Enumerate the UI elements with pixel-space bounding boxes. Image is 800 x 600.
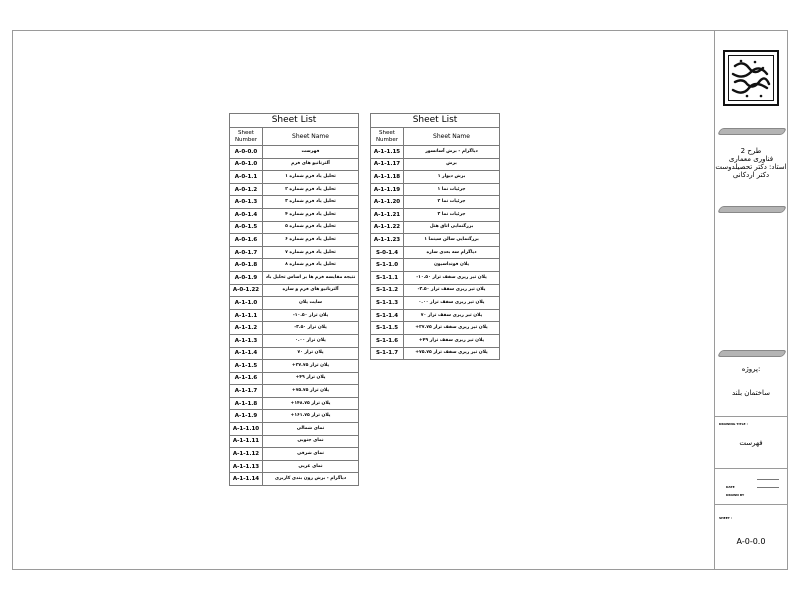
sheet-name-cell: پلان تراز ۳.۵۰- — [263, 322, 359, 335]
sheet-list-table-1 — [229, 113, 359, 486]
sheet-list-table-2 — [370, 113, 500, 360]
sheet-number-cell: A-0-1.4 — [230, 208, 263, 221]
sheet-list-title: Sheet List — [229, 113, 359, 127]
sheet-number-cell: A-1-1.0 — [230, 297, 263, 310]
column-header-sheet-number: Sheet Number — [371, 128, 404, 146]
sheet-name-cell: نتیجه مقایسه فرم ها بر اساس تحلیل باد — [263, 271, 359, 284]
sheet-number-cell: S-1-1.0 — [371, 259, 404, 272]
sheet-number-cell: A-0-1.6 — [230, 234, 263, 247]
drawing-title: فهرست — [739, 439, 763, 447]
sheet-list-row — [230, 221, 359, 234]
sheet-list-row — [371, 196, 500, 209]
sheet-name-cell: جزئیات نما ۱ — [404, 183, 500, 196]
sheet-list-row — [230, 208, 359, 221]
sheet-list-row — [230, 322, 359, 335]
sheet-number-cell: A-1-1.10 — [230, 423, 263, 436]
sheet-name-cell: تحلیل یاد فرم شماره ۷ — [263, 246, 359, 259]
sheet-label: SHEET : — [719, 516, 733, 520]
sheet-list-row — [371, 271, 500, 284]
sheet-list-row — [230, 397, 359, 410]
project-label: پروژه: — [741, 365, 761, 373]
sheet-list-row — [230, 347, 359, 360]
sheet-list-row — [230, 171, 359, 184]
sheet-number-cell: A-1-1.22 — [371, 221, 404, 234]
sheet-number-cell: A-1-1.20 — [371, 196, 404, 209]
sheet-list-row — [371, 347, 500, 360]
project-line-4: دکتر اردکانی — [732, 171, 770, 179]
sheet-list-row — [230, 259, 359, 272]
sheet-list-row — [371, 234, 500, 247]
sheet-name-cell: پلان تراز ۷۵.۷۵+ — [263, 385, 359, 398]
sheet-number-cell: A-1-1.4 — [230, 347, 263, 360]
sheet-number-cell: S-1-1.1 — [371, 271, 404, 284]
sheet-name-cell: پلان تراز ۱۶۱.۷۵+ — [263, 410, 359, 423]
sheet-number-cell: A-1-1.19 — [371, 183, 404, 196]
sheet-name-cell: فهرست — [263, 146, 359, 159]
sheet-name-cell: دیاگرام سه بعدی سازه — [404, 246, 500, 259]
sheet-list-row — [230, 297, 359, 310]
sheet-list-row — [371, 309, 500, 322]
sheet-name-cell: پلان فونداسیون — [404, 259, 500, 272]
column-header-sheet-name: Sheet Name — [263, 128, 359, 146]
sheet-name-cell: پلان تراز ۴۹+ — [263, 372, 359, 385]
sheet-number-cell: A-0-1.7 — [230, 246, 263, 259]
sheet-list-row — [230, 183, 359, 196]
sheet-number-cell: A-1-1.9 — [230, 410, 263, 423]
sheet-name-cell: دیاگرام - برش آسانسور — [404, 146, 500, 159]
project-line-1: طرح 2 — [740, 147, 762, 155]
sheet-number-cell: S-1-1.5 — [371, 322, 404, 335]
sheet-list-row — [371, 259, 500, 272]
sheet-list-row — [230, 435, 359, 448]
sheet-number-cell: S-1-1.7 — [371, 347, 404, 360]
sheet-number-cell: A-0-1.0 — [230, 158, 263, 171]
sheet-list-row — [230, 196, 359, 209]
drawing-title-label: DRAWING TITLE : — [719, 422, 748, 426]
sheet-list-row — [230, 246, 359, 259]
sheet-list-row — [371, 297, 500, 310]
sheet-name-cell: پلان تیر ریزی سقف تراز ۳.۵۰- — [404, 284, 500, 297]
sheet-number-cell: A-1-1.12 — [230, 448, 263, 461]
project-name: ساختمان بلند — [731, 389, 771, 397]
sheet-list-row — [230, 410, 359, 423]
sheet-number-cell: A-1-1.11 — [230, 435, 263, 448]
sheet-name-cell: پلان تیر ریزی سقف تراز ۰.۰۰ — [404, 297, 500, 310]
title-block-bar — [717, 350, 787, 357]
sheet-list-row — [371, 171, 500, 184]
sheet-number-cell: A-1-1.5 — [230, 360, 263, 373]
sheet-list-row — [230, 372, 359, 385]
sheet-name-cell: تحلیل یاد فرم شماره ۲ — [263, 183, 359, 196]
sheet-list-row — [230, 309, 359, 322]
sheet-name-cell: آلترناتیو های فرم و سازه — [263, 284, 359, 297]
sheet-number-cell: A-0-1.9 — [230, 271, 263, 284]
sheet-list-row — [371, 322, 500, 335]
sheet-number-cell: S-0-1.4 — [371, 246, 404, 259]
sheet-number-cell: A-1-1.13 — [230, 460, 263, 473]
sheet-number-cell: A-1-1.6 — [230, 372, 263, 385]
sheet-number-cell: A-1-1.7 — [230, 385, 263, 398]
sheet-name-cell: پلان تراز ۷۰ — [263, 347, 359, 360]
sheet-name-cell: بزرگنمایی اتاق هتل — [404, 221, 500, 234]
column-header-sheet-name: Sheet Name — [404, 128, 500, 146]
sheet-list-row — [230, 334, 359, 347]
sheet-number-cell: A-0-1.3 — [230, 196, 263, 209]
sheet-name-cell: پلان تیر ریزی سقف تراز ۷۵.۷۵+ — [404, 347, 500, 360]
title-block-bar — [717, 128, 787, 135]
sheet-number-cell: A-1-1.2 — [230, 322, 263, 335]
sheet-number-cell: A-0-1.22 — [230, 284, 263, 297]
drawn-by-label: DRAWN BY — [726, 493, 745, 497]
sheet-list-row — [371, 146, 500, 159]
sheet-name-cell: تحلیل یاد فرم شماره ۳ — [263, 196, 359, 209]
sheet-list-row — [230, 146, 359, 159]
sheet-number-cell: A-1-1.17 — [371, 158, 404, 171]
sheet-list-row — [371, 183, 500, 196]
sheet-list-row — [230, 360, 359, 373]
university-logo — [723, 50, 779, 106]
sheet-name-cell: پلان تراز ۱۴۸.۷۵+ — [263, 397, 359, 410]
sheet-list-row — [371, 221, 500, 234]
sheet-number-cell: A-0-1.2 — [230, 183, 263, 196]
sheet-number-cell: S-1-1.4 — [371, 309, 404, 322]
sheet-list-row — [230, 234, 359, 247]
sheet-name-cell: تحلیل یاد فرم شماره ۶ — [263, 234, 359, 247]
project-line-3: استاد: دکتر تحصیلدوست — [715, 163, 787, 171]
sheet-list-row — [230, 158, 359, 171]
sheet-number-cell: S-1-1.2 — [371, 284, 404, 297]
sheet-name-cell: سایت پلان — [263, 297, 359, 310]
sheet-name-cell: نمای غربی — [263, 460, 359, 473]
sheet-name-cell: تحلیل یاد فرم شماره ۵ — [263, 221, 359, 234]
sheet-list-row — [230, 423, 359, 436]
sheet-name-cell: تحلیل یاد فرم شماره ۱ — [263, 171, 359, 184]
sheet-name-cell: پلان تیر ریزی سقف تراز ۷۰ — [404, 309, 500, 322]
sheet-name-cell: تحلیل یاد فرم شماره ۸ — [263, 259, 359, 272]
sheet-number-cell: A-0-1.8 — [230, 259, 263, 272]
sheet-list-row — [230, 271, 359, 284]
sheet-list-row — [371, 284, 500, 297]
sheet-name-cell: پلان تیر ریزی سقف تراز ۱۰.۵۰- — [404, 271, 500, 284]
sheet-name-cell: برش دیوار ۱ — [404, 171, 500, 184]
sheet-number-cell: S-1-1.6 — [371, 334, 404, 347]
title-block — [714, 30, 788, 570]
sheet-name-cell: نمای جنوبی — [263, 435, 359, 448]
sheet-number-cell: A-1-1.21 — [371, 208, 404, 221]
sheet-name-cell: دیاگرام - برش زون بندی کاربری — [263, 473, 359, 486]
sheet-name-cell: پلان تیر ریزی سقف تراز ۲۷.۷۵+ — [404, 322, 500, 335]
date-label: DATE — [726, 485, 735, 489]
sheet-list-row — [371, 208, 500, 221]
sheet-number-cell: A-1-1.14 — [230, 473, 263, 486]
sheet-list-row — [371, 158, 500, 171]
sheet-name-cell: بزرگنمایی سالن سینما ۱ — [404, 234, 500, 247]
sheet-list-row — [230, 284, 359, 297]
sheet-name-cell: نمای شمالی — [263, 423, 359, 436]
sheet-list-row — [230, 385, 359, 398]
sheet-name-cell: پلان تراز ۲۷.۷۵+ — [263, 360, 359, 373]
sheet-number-cell: A-1-1.18 — [371, 171, 404, 184]
sheet-list-row — [230, 448, 359, 461]
sheet-number-cell: S-1-1.3 — [371, 297, 404, 310]
sheet-number-cell: A-1-1.8 — [230, 397, 263, 410]
sheet-number-cell: A-1-1.23 — [371, 234, 404, 247]
sheet-list-row — [230, 473, 359, 486]
sheet-number-cell: A-1-1.3 — [230, 334, 263, 347]
sheet-name-cell: تحلیل یاد فرم شماره ۴ — [263, 208, 359, 221]
sheet-number-cell: A-0-1.5 — [230, 221, 263, 234]
sheet-list-row — [371, 334, 500, 347]
sheet-name-cell: برش — [404, 158, 500, 171]
sheet-name-cell: آلترناتیو های فرم — [263, 158, 359, 171]
sheet-name-cell: نمای شرقی — [263, 448, 359, 461]
sheet-number-cell: A-1-1.1 — [230, 309, 263, 322]
sheet-number-cell: A-1-1.15 — [371, 146, 404, 159]
sheet-name-cell: جزئیات نما ۳ — [404, 208, 500, 221]
sheet-name-cell: پلان تراز ۱۰.۵۰- — [263, 309, 359, 322]
sheet-name-cell: جزئیات نما ۲ — [404, 196, 500, 209]
sheet-number: A-0-0.0 — [736, 537, 766, 546]
sheet-list-title: Sheet List — [370, 113, 500, 127]
sheet-name-cell: پلان تراز ۰.۰۰ — [263, 334, 359, 347]
title-block-bar — [717, 206, 787, 213]
sheet-number-cell: A-0-1.1 — [230, 171, 263, 184]
sheet-list-row — [371, 246, 500, 259]
sheet-number-cell: A-0-0.0 — [230, 146, 263, 159]
column-header-sheet-number: Sheet Number — [230, 128, 263, 146]
project-line-2: فناوری معماری — [728, 155, 774, 163]
sheet-name-cell: پلان تیر ریزی سقف تراز ۴۹+ — [404, 334, 500, 347]
sheet-list-row — [230, 460, 359, 473]
